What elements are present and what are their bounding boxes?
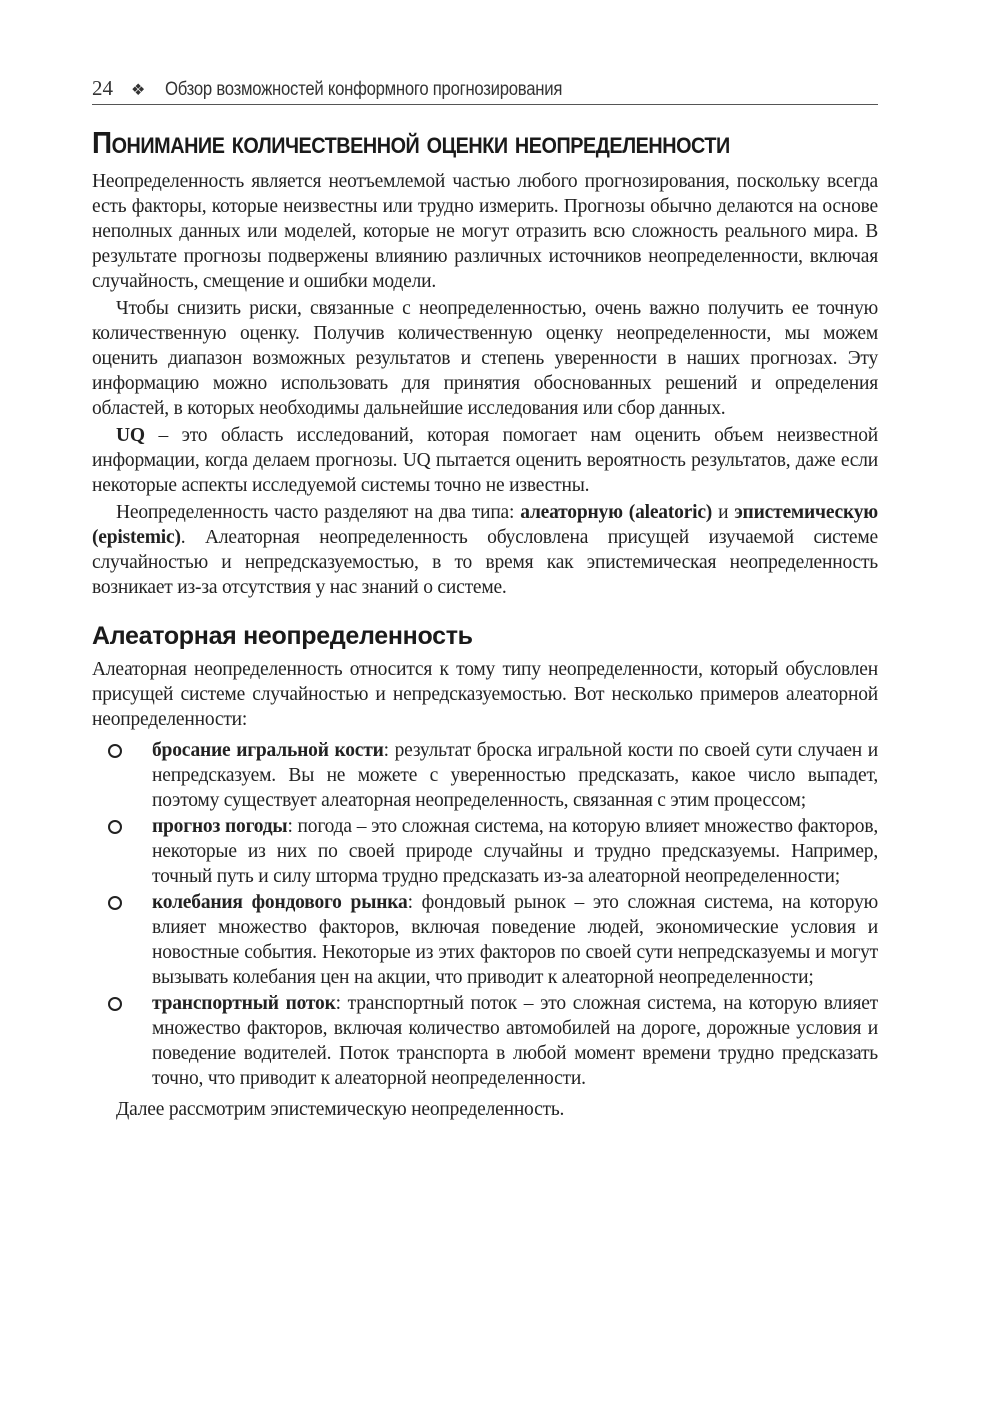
bullet-text: : погода – это сложная система, на которую влияет множество факторов, некоторые из них по своей природе случайны и трудно предсказуемы. Например, точный путь и силу шторма трудно предсказать из-за алеаторной неопределенности; <box>152 816 879 887</box>
uq-paragraph <box>92 423 878 498</box>
page-number: 24 <box>92 76 113 100</box>
list-item <box>152 890 878 990</box>
paragraph: Чтобы снизить риски, связанные с неопределенностью, очень важно получить ее точную количественную оценку. Получив количественную оценку неопределенности, мы можем оценить диапазон возможных результатов и степень уверенности в наших прогнозах. Эту информацию можно использовать для принятия обоснованных решений и определения областей, в которых необходимы дальнейшие исследования или сбор данных. <box>92 298 878 419</box>
uq-term: UQ <box>116 425 145 446</box>
uq-text: – это область исследований, которая помогает нам оценить объем неизвестной информации, когда делаем прогнозы. UQ пытается оценить вероятность результатов, даже если некоторые аспекты исследуемой системы точно не известны. <box>92 425 878 496</box>
bullet-term: бросание игральной кости <box>152 740 384 761</box>
term-aleatoric: алеаторную (aleatoric) <box>520 502 713 523</box>
bullet-term: прогноз погоды <box>152 816 288 837</box>
list-item <box>152 814 878 889</box>
circle-bullet-icon <box>108 997 122 1011</box>
section-title: Понимание количественной оценки неопределенности <box>92 125 730 160</box>
bullet-text: : транспортный поток – это сложная система, на которую влияет множество факторов, включая количество автомобилей на дороге, дорожные условия и поведение водителей. Поток транспорта в любой момент времени трудно предсказать точно, что приводит к алеаторной неопределенности. <box>152 993 878 1089</box>
bullet-text: : результат броска игральной кости по своей сути случаен и непредсказуем. Вы не можете с уверенностью предсказать, какое число выпадет, поэтому существует алеаторная неопределенность, связанная с этим процессом; <box>152 740 878 811</box>
running-title: Обзор возможностей конформного прогнозирования <box>165 79 563 100</box>
book-page <box>92 76 878 1122</box>
subsection-intro: Алеаторная неопределенность относится к тому типу неопределенности, который обусловлен присущей системе случайностью и непредсказуемостью. Вот несколько примеров алеаторной неопределенности: <box>92 659 878 730</box>
text: . Алеаторная неопределенность обусловлена присущей изучаемой системе случайностью и непредсказуемостью, в то время как эпистемическая неопределенность возникает из-за отсутствия у нас знаний о системе. <box>92 527 878 598</box>
term-epistemic: эпистемическую (epistemic) <box>92 502 878 548</box>
list-item <box>152 991 878 1091</box>
text: и <box>712 502 735 523</box>
bullet-term: транспортный поток <box>152 993 336 1014</box>
bullet-text: : фондовый рынок – это сложная система, на которую влияет множество факторов, включая поведение людей, экономические условия и новостные события. Некоторые из этих факторов по своей сути непредсказуемы и могут вызывать колебания цен на акции, что приводит к алеаторной неопределенности; <box>152 892 878 988</box>
closing-paragraph: Далее рассмотрим эпистемическую неопределенность. <box>116 1099 565 1120</box>
circle-bullet-icon <box>108 744 122 758</box>
paragraph: Неопределенность является неотъемлемой частью любого прогнозирования, поскольку всегда есть факторы, которые неизвестны или трудно измерить. Прогнозы обычно делаются на основе неполных данных или моделей, которые не могут отразить всю сложность реального мира. В результате прогнозы подвержены влиянию различных источников неопределенности, включая случайность, смещение и ошибки модели. <box>92 171 878 292</box>
bullet-term: колебания фондового рынка <box>152 892 408 913</box>
types-paragraph <box>92 500 878 600</box>
running-header <box>92 76 878 105</box>
subsection-title: Алеаторная неопределенность <box>92 622 473 650</box>
examples-list <box>92 738 878 1091</box>
circle-bullet-icon <box>108 896 122 910</box>
text: Неопределенность часто разделяют на два типа: <box>116 502 521 523</box>
list-item <box>152 738 878 813</box>
circle-bullet-icon <box>108 820 122 834</box>
ornament-icon: ❖ <box>131 82 146 99</box>
